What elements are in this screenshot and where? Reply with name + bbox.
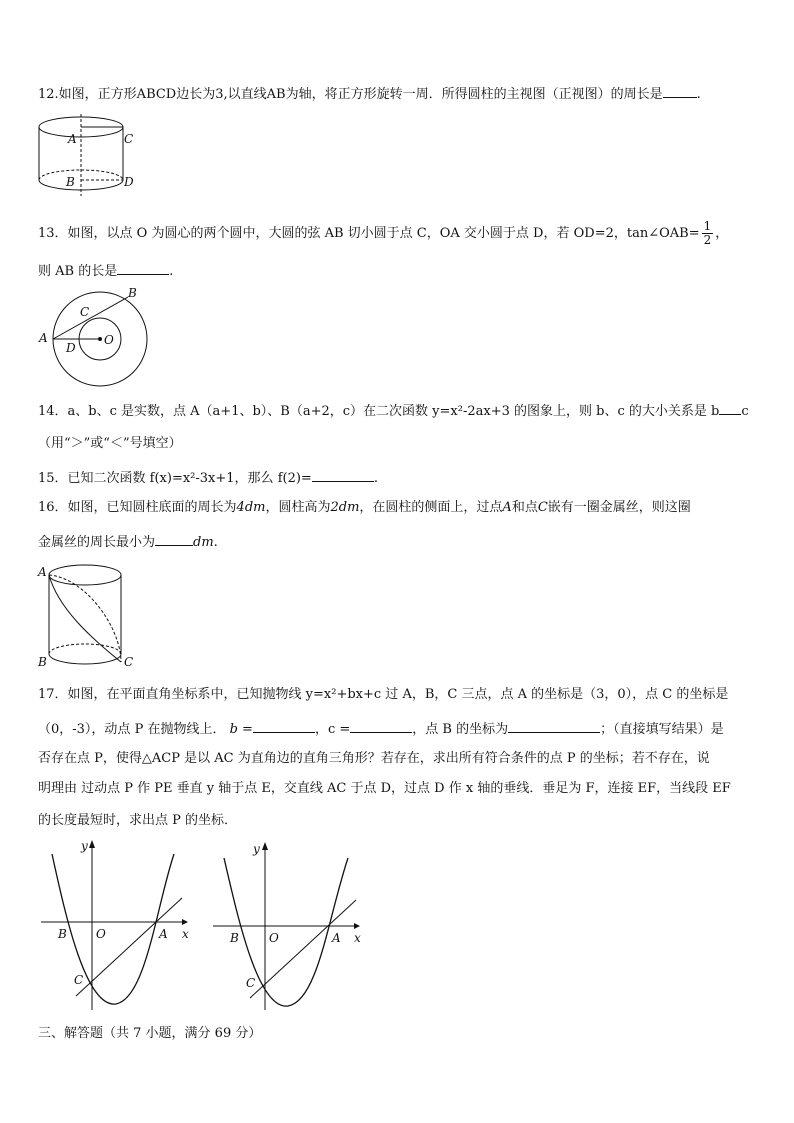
q16-stem-d: 和点	[511, 500, 538, 515]
q15-answer-blank[interactable]	[312, 467, 374, 482]
q12-label-c: C	[124, 132, 134, 146]
q16-label-a: A	[38, 565, 47, 579]
q13-label-c: C	[80, 305, 90, 319]
q17a-label-o: O	[96, 927, 106, 941]
section-3-title	[38, 1025, 261, 1043]
q16-label-c: C	[124, 655, 134, 669]
q17-graph-left	[36, 838, 202, 1014]
q16-circumference: 4dm	[236, 500, 266, 515]
q14-text	[38, 400, 749, 421]
q13-text-2	[38, 260, 173, 281]
q17-line3	[38, 750, 710, 768]
q17-text-1: 17．如图，在平面直角坐标系中，已知抛物线 y=x²+bx+c 过 A，B，C 三点，点 A 的坐标是（3，0），点 C 的坐标是	[38, 687, 729, 702]
q17-text-5: 的长度最短时，求出点 P 的坐标．	[38, 813, 238, 828]
q12-label-d: D	[124, 175, 134, 189]
q15-text	[38, 467, 378, 488]
q16-text-2	[38, 531, 218, 552]
q17-line4	[38, 780, 731, 798]
q17a-label-a: A	[159, 927, 168, 941]
q16-stem-b: ，圆柱高为	[265, 500, 331, 515]
q13-stem-2: 则 AB 的长是	[38, 264, 118, 279]
q17a-label-x: x	[182, 927, 189, 941]
q17a-label-c: C	[74, 973, 84, 987]
q17b-label-x: x	[354, 931, 361, 945]
q16-text	[38, 499, 691, 517]
q13-label-a: A	[39, 331, 48, 345]
q16-stem-f: 金属丝的周长最小为	[38, 535, 156, 550]
q13-label-o: O	[104, 333, 114, 347]
q16-point-c: C	[537, 500, 548, 515]
q12-text	[38, 83, 701, 104]
q16-label-b: B	[38, 655, 47, 669]
q17a-label-b: B	[58, 927, 67, 941]
q17b-label-o: O	[269, 931, 279, 945]
q13-frac-den: 2	[703, 233, 712, 247]
q17-text-2a: （0，-3），动点 P 在抛物线上．	[38, 722, 226, 737]
q12-stem: 12.如图，正方形ABCD边长为3,以直线AB为轴，将正方形旋转一周．所得圆柱的主视图（正视图）的周长是	[38, 87, 663, 102]
q17-b-blank[interactable]	[253, 718, 315, 733]
q17b-label-y: y	[253, 842, 260, 856]
q17-c-blank[interactable]	[350, 718, 412, 733]
q16-stem-e: 嵌有一圈金属丝，则这圈	[547, 500, 691, 515]
q17b-label-c: C	[246, 976, 256, 990]
q16-cylinder-figure	[36, 558, 146, 676]
q13-answer-blank[interactable]	[117, 260, 169, 275]
q14-text-2	[38, 435, 182, 453]
q17b-label-a: A	[332, 931, 341, 945]
q14-c: c	[741, 404, 749, 419]
q13-stem: 13．如图，以点 O 为圆心的两个圆中，大圆的弦 AB 切小圆于点 C，OA 交小圆于点 D，若 OD=2，tan∠OAB=	[38, 226, 700, 241]
q14-hint: （用“＞”或“＜”号填空）	[38, 436, 182, 451]
q17-b-eq: b =	[229, 722, 253, 737]
q16-unit: dm	[193, 535, 214, 550]
q13-label-b: B	[128, 286, 137, 300]
q13-circles-figure	[36, 284, 156, 392]
q17-graph-right	[208, 838, 374, 1014]
q13-text	[38, 220, 728, 247]
q12-label-b: B	[66, 175, 75, 189]
q14-answer-blank[interactable]	[719, 400, 741, 415]
q12-cylinder-figure	[36, 110, 136, 200]
q13-period: .	[169, 264, 174, 279]
q17-text-3: 否存在点 P，使得△ACP 是以 AC 为直角边的直角三角形？若存在，求出所有符合条件的点 P 的坐标；若不存在，说	[38, 751, 710, 766]
q17b-label-b: B	[230, 931, 239, 945]
q17-line2	[38, 718, 724, 739]
q12-answer-blank[interactable]	[663, 83, 697, 98]
q17-point-b-blank[interactable]	[508, 718, 600, 733]
q15-period: .	[373, 471, 378, 486]
q16-period: .	[213, 535, 218, 550]
q12-label-a: A	[68, 132, 77, 146]
q17-line1	[38, 686, 728, 704]
q17a-label-y: y	[81, 839, 88, 853]
q17-text-4: 明理由 过动点 P 作 PE 垂直 y 轴于点 E，交直线 AC 于点 D，过点 D 作 x 轴的垂线．垂足为 F，连接 EF，当线段 EF	[38, 781, 731, 796]
q13-comma: ，	[715, 226, 729, 241]
q17-text-2b: ，点 B 的坐标为	[412, 722, 509, 737]
q16-point-a: A	[502, 500, 512, 515]
q16-answer-blank[interactable]	[155, 531, 193, 546]
q14-stem: 14．a、b、c 是实数，点 A（a+1、b）、B（a+2，c）在二次函数 y=x²-2ax+3 的图象上，则 b、c 的大小关系是 b	[38, 404, 720, 419]
q13-label-d: D	[66, 341, 76, 355]
q16-height: 2dm	[330, 500, 360, 515]
q13-frac-num: 1	[703, 219, 712, 233]
q17-text-2c: ；（直接填写结果）是	[600, 722, 724, 737]
section-3-text: 三、解答题（共 7 小题，满分 69 分）	[38, 1026, 262, 1041]
q16-stem-c: ，在圆柱的侧面上，过点	[359, 500, 503, 515]
q12-period: .	[696, 87, 701, 102]
q16-stem-a: 16．如图，已知圆柱底面的周长为	[38, 500, 237, 515]
q15-stem: 15．已知二次函数 f(x)=x²-3x+1，那么 f(2)=	[38, 471, 312, 486]
q13-fraction	[702, 220, 714, 247]
q17-c-eq: ，c =	[314, 722, 351, 737]
q17-line5	[38, 812, 237, 830]
